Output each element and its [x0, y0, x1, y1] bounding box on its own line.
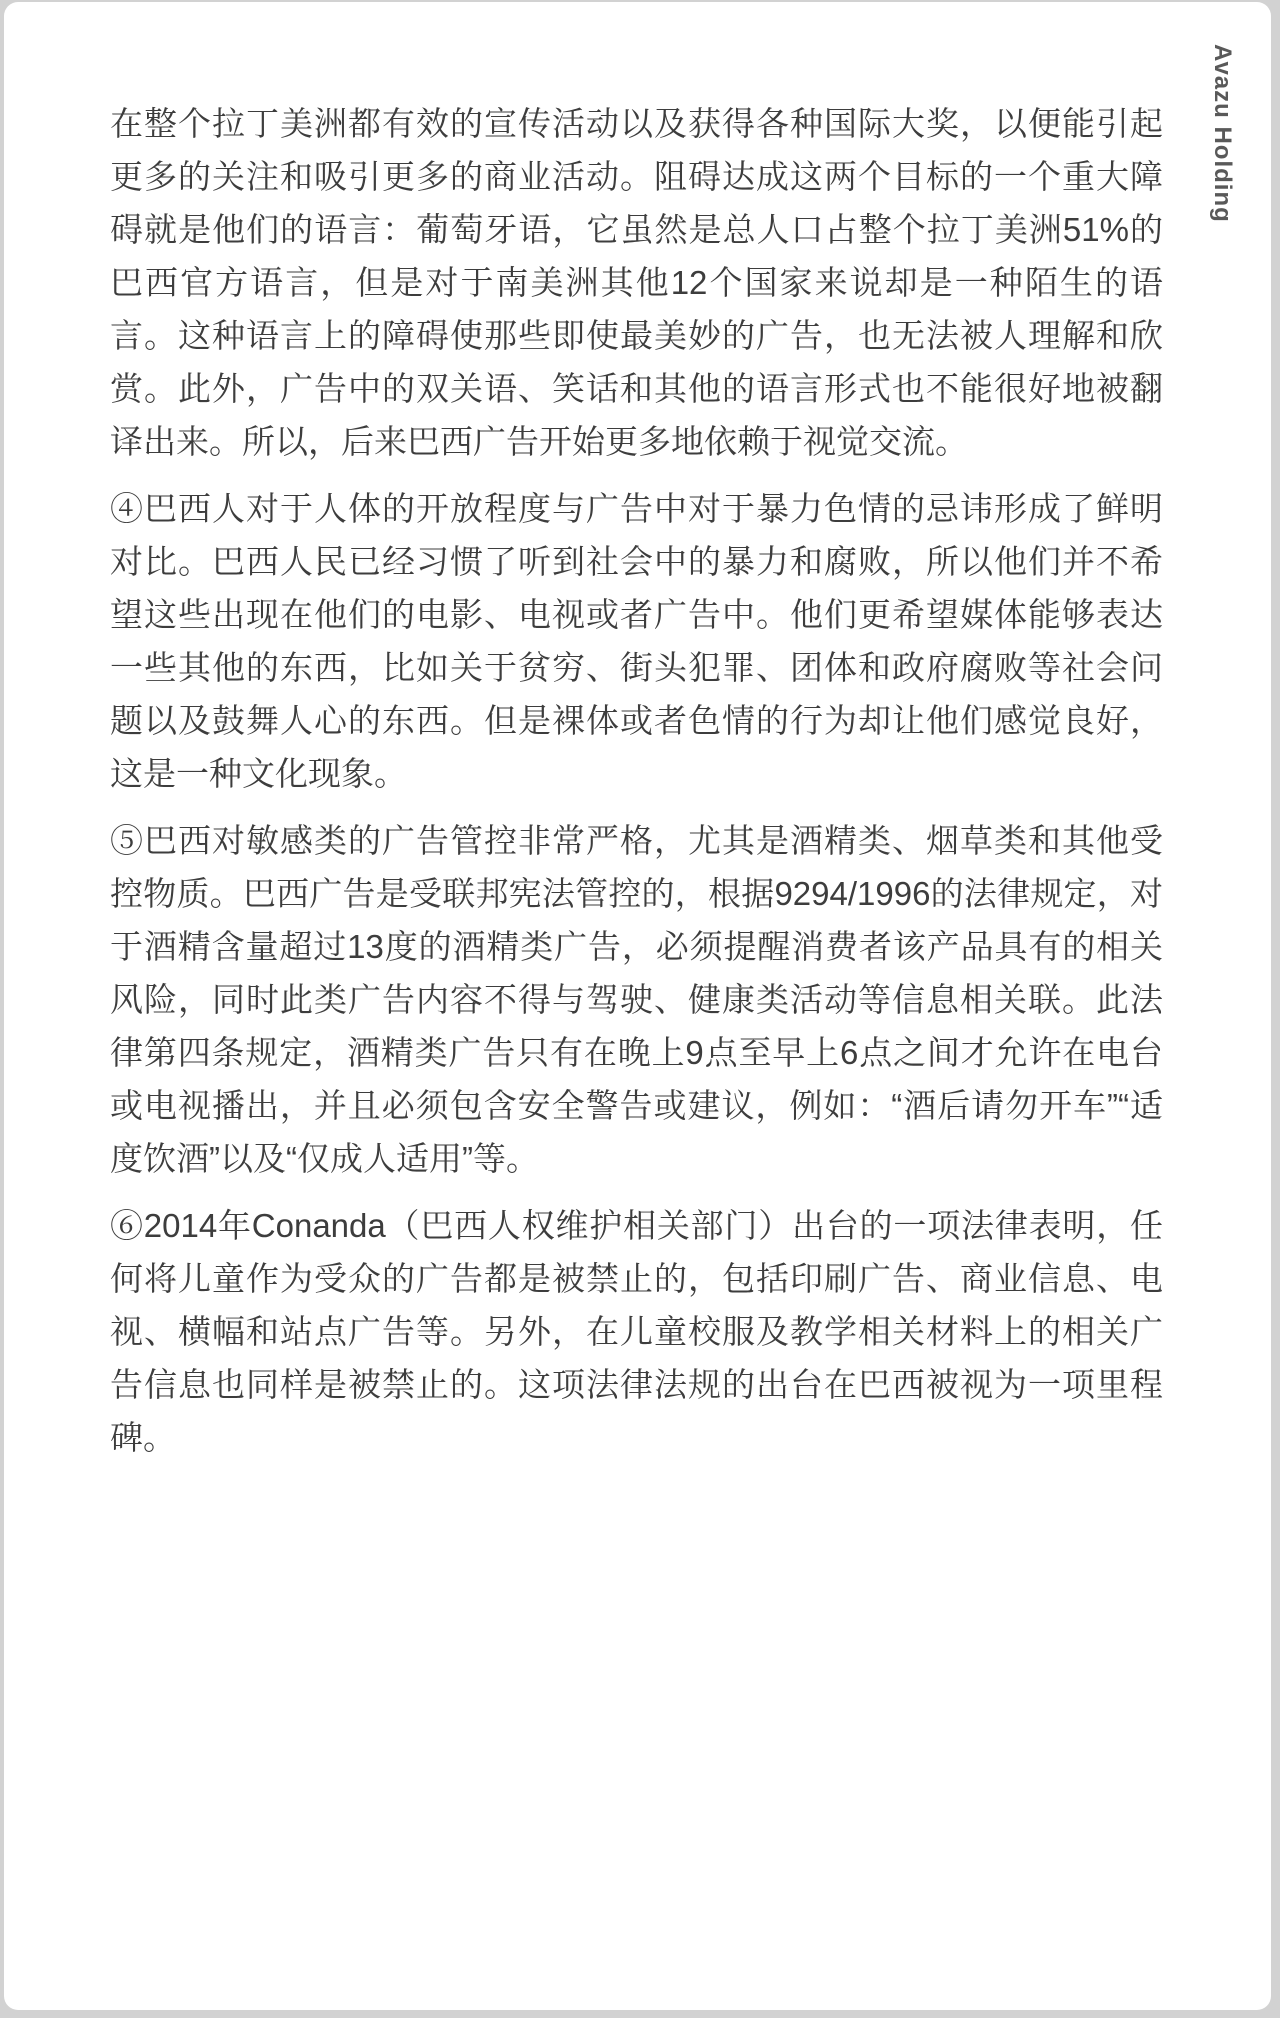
page-content	[110, 97, 1163, 1464]
paragraph: 在整个拉丁美洲都有效的宣传活动以及获得各种国际大奖，以便能引起更多的关注和吸引更多的商业活动。阻碍达成这两个目标的一个重大障碍就是他们的语言：葡萄牙语，它虽然是总人口占整个拉丁美洲51%的巴西官方语言，但是对于南美洲其他12个国家来说却是一种陌生的语言。这种语言上的障碍使那些即使最美妙的广告，也无法被人理解和欣赏。此外，广告中的双关语、笑话和其他的语言形式也不能很好地被翻译出来。所以，后来巴西广告开始更多地依赖于视觉交流。	[110, 105, 1163, 460]
brand-watermark: Avazu Holding	[1209, 44, 1236, 223]
ebook-page	[4, 2, 1271, 2010]
paragraph: ④巴西人对于人体的开放程度与广告中对于暴力色情的忌讳形成了鲜明对比。巴西人民已经习惯了听到社会中的暴力和腐败，所以他们并不希望这些出现在他们的电影、电视或者广告中。他们更希望媒体能够表达一些其他的东西，比如关于贫穷、街头犯罪、团体和政府腐败等社会问题以及鼓舞人心的东西。但是裸体或者色情的行为却让他们感觉良好，这是一种文化现象。	[110, 490, 1163, 792]
paragraph: ⑥2014年Conanda（巴西人权维护相关部门）出台的一项法律表明，任何将儿童作为受众的广告都是被禁止的，包括印刷广告、商业信息、电视、横幅和站点广告等。另外，在儿童校服及教学相关材料上的相关广告信息也同样是被禁止的。这项法律法规的出台在巴西被视为一项里程碑。	[110, 1207, 1163, 1456]
paragraph: ⑤巴西对敏感类的广告管控非常严格，尤其是酒精类、烟草类和其他受控物质。巴西广告是受联邦宪法管控的，根据9294/1996的法律规定，对于酒精含量超过13度的酒精类广告，必须提醒消费者该产品具有的相关风险，同时此类广告内容不得与驾驶、健康类活动等信息相关联。此法律第四条规定，酒精类广告只有在晚上9点至早上6点之间才允许在电台或电视播出，并且必须包含安全警告或建议，例如：“酒后请勿开车”“适度饮酒”以及“仅成人适用”等。	[110, 822, 1163, 1177]
